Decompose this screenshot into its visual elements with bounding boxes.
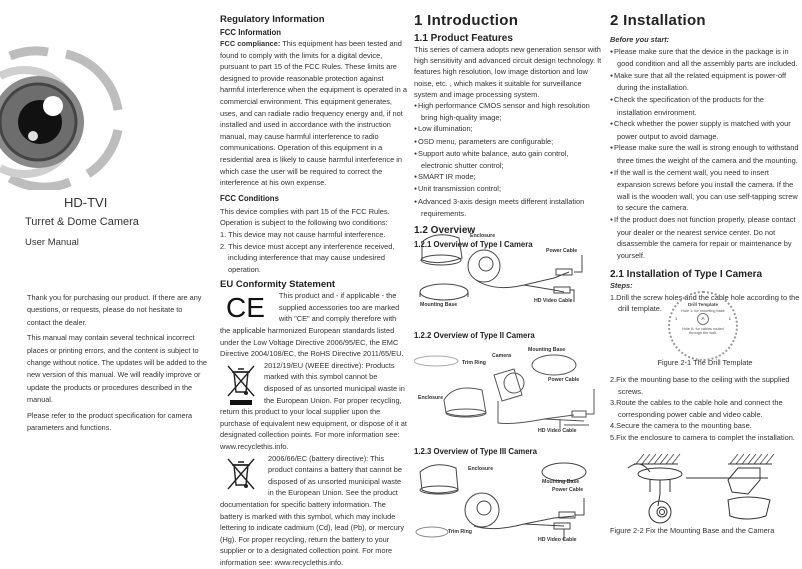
step-item: 5.Fix the enclosure to camera to complet the installation. [610, 432, 795, 442]
fcc-compliance-text: This equipment has been tested and found to comply with the limits for a digital device, pursuant to part 15 of the FCC Rules. These limits are designed to provide reasonable protection against harmful interference when the equipment is operated in a commercial environment. This equipment generates, uses, and can radiate radio frequency energy and, if not installed and used in accordance with the instruction manual, may cause harmful interference to radio communications. Operation of this equipment in a residential area is likely to cause harmful interference in which case the user will be required to correct the interference at his own expense. [220, 39, 407, 188]
step-item: 2.Fix the mounting base to the ceiling with the supplied screws. [610, 375, 790, 396]
step-item: 1.Drill the screw holes and the cable hole according to the drill template. [610, 292, 800, 314]
cover-paragraph: This manual may contain several technical incorrect places or printing errors, and the content is subject to change without notice. The updates will be added to the new version of this manual. We will readily improve or update the products or procedures described in the manual. [27, 333, 207, 405]
condition-item: 1. This device may not cause harmful interference. [220, 229, 386, 239]
cover-notes [27, 292, 207, 434]
figure-2-2-illustration [620, 450, 790, 525]
cover-paragraph: Please refer to the product specification for camera parameters and functions. [27, 410, 193, 433]
fcc-info-title: FCC Information [220, 28, 282, 37]
drill-holea-label: Hole A: for cables routed through the wall. [682, 327, 724, 335]
label-power-cable: Power Cable [548, 377, 580, 383]
label-mounting-base: Mounting Base [528, 347, 566, 353]
weee-text: 2012/19/EU (WEEE directive): Products marked with this symbol cannot be disposed of as unsorted municipal waste in the European Union. For proper recycling, return this product to your local supplier upon the purchase of equivalent new equipment, or dispose of it at designated collection points. For more information see: www.recyclethis.info. [220, 360, 407, 451]
label-hd-video-cable: HD Video Cable [538, 537, 577, 543]
fcc-compliance [220, 38, 408, 189]
drill-hole1-label: Hole 1: for mounting base [681, 309, 725, 313]
before-item: ● Please make sure the wall is strong enough to withstand three times the weight of the camera and the mounting. [610, 142, 800, 166]
before-item: ● Check whether the power supply is matched with your power output to avoid damage. [610, 118, 800, 142]
product-name: Turret & Dome Camera [25, 216, 139, 228]
label-hd-video-cable: HD Video Cable [534, 298, 573, 304]
before-item: ● If the wall is the cement wall, you need to insert expansion screws before you install the camera. If the wall is the wooden wall, you can use self-tapping screw to secure the camera. [610, 167, 800, 214]
cover-paragraph: Thank you for purchasing our product. If there are any questions, or requests, please do not hesitate to contact the dealer. [27, 293, 202, 327]
before-item: ● Please make sure that the device in the package is in good condition and all the assembly parts are included. [610, 46, 800, 70]
label-enclosure: Enclosure [418, 395, 444, 401]
type2-diagram [414, 345, 604, 435]
drill-template [668, 291, 738, 361]
before-label: Before you start: [610, 35, 670, 44]
feature-item: ● Advanced 3-axis design meets different installation requirements. [414, 196, 602, 219]
overview-title: 1.2 Overview [414, 225, 476, 237]
label-mounting-base: Mounting Base [420, 302, 458, 308]
battery-block [220, 453, 408, 569]
condition-item: 2. This device must accept any interference received, including interference that may cause undesired operation. [220, 241, 395, 274]
eu-title: EU Conformity Statement [220, 279, 336, 291]
type3-title: 1.2.3 Overview of Type III Camera [414, 447, 537, 456]
weee-block [220, 360, 408, 453]
fcc-compliance-label: FCC compliance: [220, 39, 281, 48]
feature-item: ● Unit transmission control; [414, 183, 602, 195]
label-camera: Camera [492, 353, 512, 359]
type3-camera-illustration [414, 460, 604, 548]
hole-1-right: 1 [728, 316, 731, 321]
installation-page [610, 0, 800, 567]
label-mounting-base: Mounting Base [542, 479, 580, 485]
before-item: ● Check the specification of the products for the installation environment. [610, 94, 800, 118]
ce-mark-icon: CE [226, 292, 265, 324]
label-hd-video-cable: HD Video Cable [538, 428, 577, 434]
type2-title: 1.2.2 Overview of Type II Camera [414, 331, 535, 340]
features-title: 1.1 Product Features [414, 33, 513, 44]
feature-item: ● OSD menu, parameters are configurable; [414, 136, 602, 148]
regulatory-title: Regulatory Information [220, 14, 325, 25]
fcc-conditions-title: FCC Conditions [220, 193, 279, 203]
drill-template-title: Drill Template [687, 302, 719, 307]
step-item: 3.Route the cables to the cable hole and connect the corresponding power cable and video cable. [610, 398, 783, 419]
intro-title: 1 Introduction [414, 12, 519, 29]
document-type: User Manual [25, 237, 79, 248]
label-trim-ring: Trim Ring [462, 360, 486, 366]
feature-item: ● Low illumination; [414, 123, 602, 135]
step-item: 4.Secure the camera to the mounting base. [610, 421, 752, 431]
battery-text: 2006/66/EC (battery directive): This product contains a battery that cannot be disposed of as unsorted municipal waste in the European Union. See the product documentation for specific battery information. The battery is marked with this symbol, which may include lettering to indicate cadmium (Cd), lead (Pb), or mercury (Hg). For proper recycling, return the battery to your supplier or to a designated collection point. For more information see: www.recyclethis.info. [220, 453, 405, 567]
figure-2-2-caption: Figure 2-2 Fix the Mounting Base and the Camera [610, 526, 775, 535]
crossed-bin-battery-icon [224, 455, 258, 493]
type1-title: 1.2.1 Overview of Type I Camera [414, 240, 533, 250]
label-enclosure: Enclosure [468, 466, 494, 472]
drill-holes [670, 313, 736, 327]
label-power-cable: Power Cable [546, 248, 578, 254]
figure-2-1-caption: Figure 2-1 The Drill Template [657, 358, 753, 367]
type3-diagram [414, 460, 604, 548]
type1-diagram [414, 230, 604, 310]
label-trim-ring: Trim Ring [448, 529, 472, 535]
ce-text: This product and - if applicable - the supplied accessories too are marked with "CE" and comply therefore with the applicable harmonized European standards listed under the Low Voltage Directive 2006/95/EC, the EMC Directive 2004/108/EC, the RoHS Directive 2011/65/EU. [220, 291, 404, 359]
install-title: 2 Installation [610, 12, 706, 29]
before-item: ● Make sure that all the related equipment is power-off during the installation. [610, 70, 800, 94]
hole-1-left: 1 [675, 316, 678, 321]
feature-item: ● High performance CMOS sensor and high resolution bring high-quality image; [414, 100, 602, 123]
crossed-bin-icon [226, 362, 256, 406]
camera-lens-logo [0, 40, 130, 190]
feature-item: ● Support auto white balance, auto gain control, electronic shutter control; [414, 148, 602, 171]
hole-a: A [697, 313, 709, 325]
introduction-page [414, 0, 604, 567]
fcc-conditions-text: This device complies with part 15 of the FCC Rules. Operation is subject to the following two conditions: [220, 206, 390, 228]
product-line: HD-TVI [64, 195, 108, 210]
cover-page [0, 0, 210, 567]
steps-label: Steps: [610, 281, 633, 291]
type1-install-title: 2.1 Installation of Type I Camera [610, 269, 763, 281]
before-item: ● If the product does not function properly, please contact your dealer or the nearest service center. Do not disassemble the camera for repair or maintenance by yourself. [610, 214, 800, 261]
feature-item: ● SMART IR mode; [414, 171, 602, 183]
type1-camera-illustration [414, 230, 604, 310]
ce-block [220, 290, 408, 360]
features-text: This series of camera adopts new generation sensor with high sensitivity and advanced circuit design technology. It features high resolution, low image distortion and low noise, etc. , which makes it suitable for surveillance system and image processing system. [414, 45, 602, 99]
regulatory-page [220, 0, 408, 567]
label-enclosure: Enclosure [470, 233, 496, 239]
label-power-cable: Power Cable [552, 487, 584, 493]
